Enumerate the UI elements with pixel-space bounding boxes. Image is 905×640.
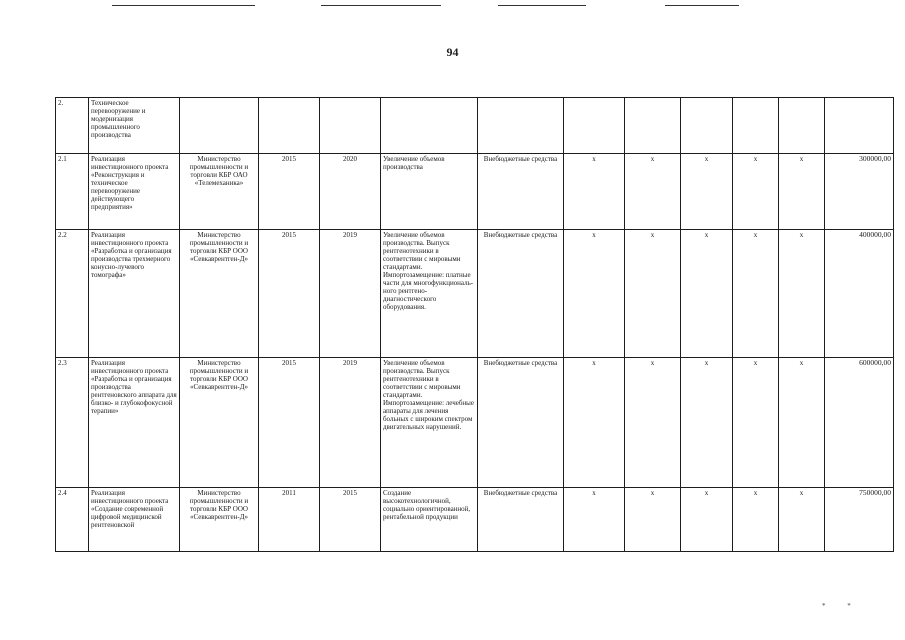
mark-cell: x (564, 488, 625, 552)
mark-cell (733, 98, 779, 154)
start-year-cell: 2015 (259, 154, 320, 230)
mark-cell (625, 98, 681, 154)
mark-cell: x (564, 358, 625, 488)
mark-cell: x (681, 230, 733, 358)
start-year-cell (259, 98, 320, 154)
mark-cell: x (625, 230, 681, 358)
mark-cell: x (733, 488, 779, 552)
mark-cell: x (625, 154, 681, 230)
row-number: 2. (56, 98, 89, 154)
end-year-cell: 2019 (320, 230, 381, 358)
table-row (56, 154, 894, 230)
mark-cell: x (779, 230, 825, 358)
amount-cell: 400000,00 (825, 230, 894, 358)
measure-name: Реализация инвестиционного проекта «Реконструкция и техническое перевооружение действующего предприятия» (89, 154, 180, 230)
mark-cell: x (779, 488, 825, 552)
result-cell: Создание высокотехнологичной, социально ориентированной, рентабельной продукции (381, 488, 478, 552)
mark-cell: x (681, 488, 733, 552)
mark-cell: x (564, 154, 625, 230)
footer-marks: * * (822, 602, 861, 610)
header-rule (498, 5, 586, 6)
result-cell (381, 98, 478, 154)
measure-name: Техническое перевооружение и модернизация промышленного производства (89, 98, 180, 154)
funding-source-cell: Внебюджетные средства (478, 488, 564, 552)
end-year-cell: 2015 (320, 488, 381, 552)
funding-source-cell (478, 98, 564, 154)
mark-cell (564, 98, 625, 154)
funding-source-cell: Внебюджетные средства (478, 230, 564, 358)
mark-cell: x (625, 358, 681, 488)
executor-cell: Министерство промышленности и торговли КБР ООО «Севкаврентген-Д» (180, 488, 259, 552)
start-year-cell: 2015 (259, 230, 320, 358)
executor-cell: Министерство промышленности и торговли КБР ООО «Севкаврентген-Д» (180, 230, 259, 358)
result-cell: Увеличение объемов производства. Выпуск рентгенотехники в соответствии с мировыми стандартами. Импортозамещение: платные части для многофункциональ-ного рентгено-диагностического оборудования. (381, 230, 478, 358)
measure-name: Реализация инвестиционного проекта «Разработка и организация производства рентгеновского аппарата для близко- и глубокофокусной терапии» (89, 358, 180, 488)
header-rule (112, 5, 255, 6)
mark-cell (681, 98, 733, 154)
amount-cell: 600000,00 (825, 358, 894, 488)
row-number: 2.4 (56, 488, 89, 552)
measure-name: Реализация инвестиционного проекта «Создание современной цифровой медицинской рентгеновской (89, 488, 180, 552)
mark-cell: x (681, 358, 733, 488)
table-row (56, 98, 894, 154)
result-cell: Увеличение объемов производства. Выпуск рентгенотехники в соответствии с мировыми стандартами. Импортозамещение: лечебные аппараты для лечения больных с широким спектром двигательных нарушений. (381, 358, 478, 488)
funding-source-cell: Внебюджетные средства (478, 154, 564, 230)
table-row (56, 358, 894, 488)
executor-cell: Министерство промышленности и торговли КБР ООО «Севкаврентген-Д» (180, 358, 259, 488)
program-table (55, 97, 894, 552)
mark-cell: x (733, 230, 779, 358)
executor-cell (180, 98, 259, 154)
start-year-cell: 2015 (259, 358, 320, 488)
page-number: 94 (446, 45, 459, 59)
row-number: 2.3 (56, 358, 89, 488)
amount-cell: 300000,00 (825, 154, 894, 230)
table-row (56, 230, 894, 358)
executor-cell: Министерство промышленности и торговли КБР ОАО «Телемеханика» (180, 154, 259, 230)
measure-name: Реализация инвестиционного проекта «Разработка и организация производства трехмерного конусно-лучевого томографа» (89, 230, 180, 358)
header-rule (665, 5, 739, 6)
mark-cell: x (625, 488, 681, 552)
mark-cell: x (564, 230, 625, 358)
mark-cell: x (733, 154, 779, 230)
mark-cell: x (733, 358, 779, 488)
row-number: 2.2 (56, 230, 89, 358)
amount-cell (825, 98, 894, 154)
end-year-cell: 2020 (320, 154, 381, 230)
end-year-cell (320, 98, 381, 154)
amount-cell: 750000,00 (825, 488, 894, 552)
mark-cell: x (779, 358, 825, 488)
table-row (56, 488, 894, 552)
mark-cell: x (681, 154, 733, 230)
row-number: 2.1 (56, 154, 89, 230)
mark-cell (779, 98, 825, 154)
header-rule (321, 5, 441, 6)
mark-cell: x (779, 154, 825, 230)
result-cell: Увеличение объемов производства (381, 154, 478, 230)
start-year-cell: 2011 (259, 488, 320, 552)
end-year-cell: 2019 (320, 358, 381, 488)
funding-source-cell: Внебюджетные средства (478, 358, 564, 488)
